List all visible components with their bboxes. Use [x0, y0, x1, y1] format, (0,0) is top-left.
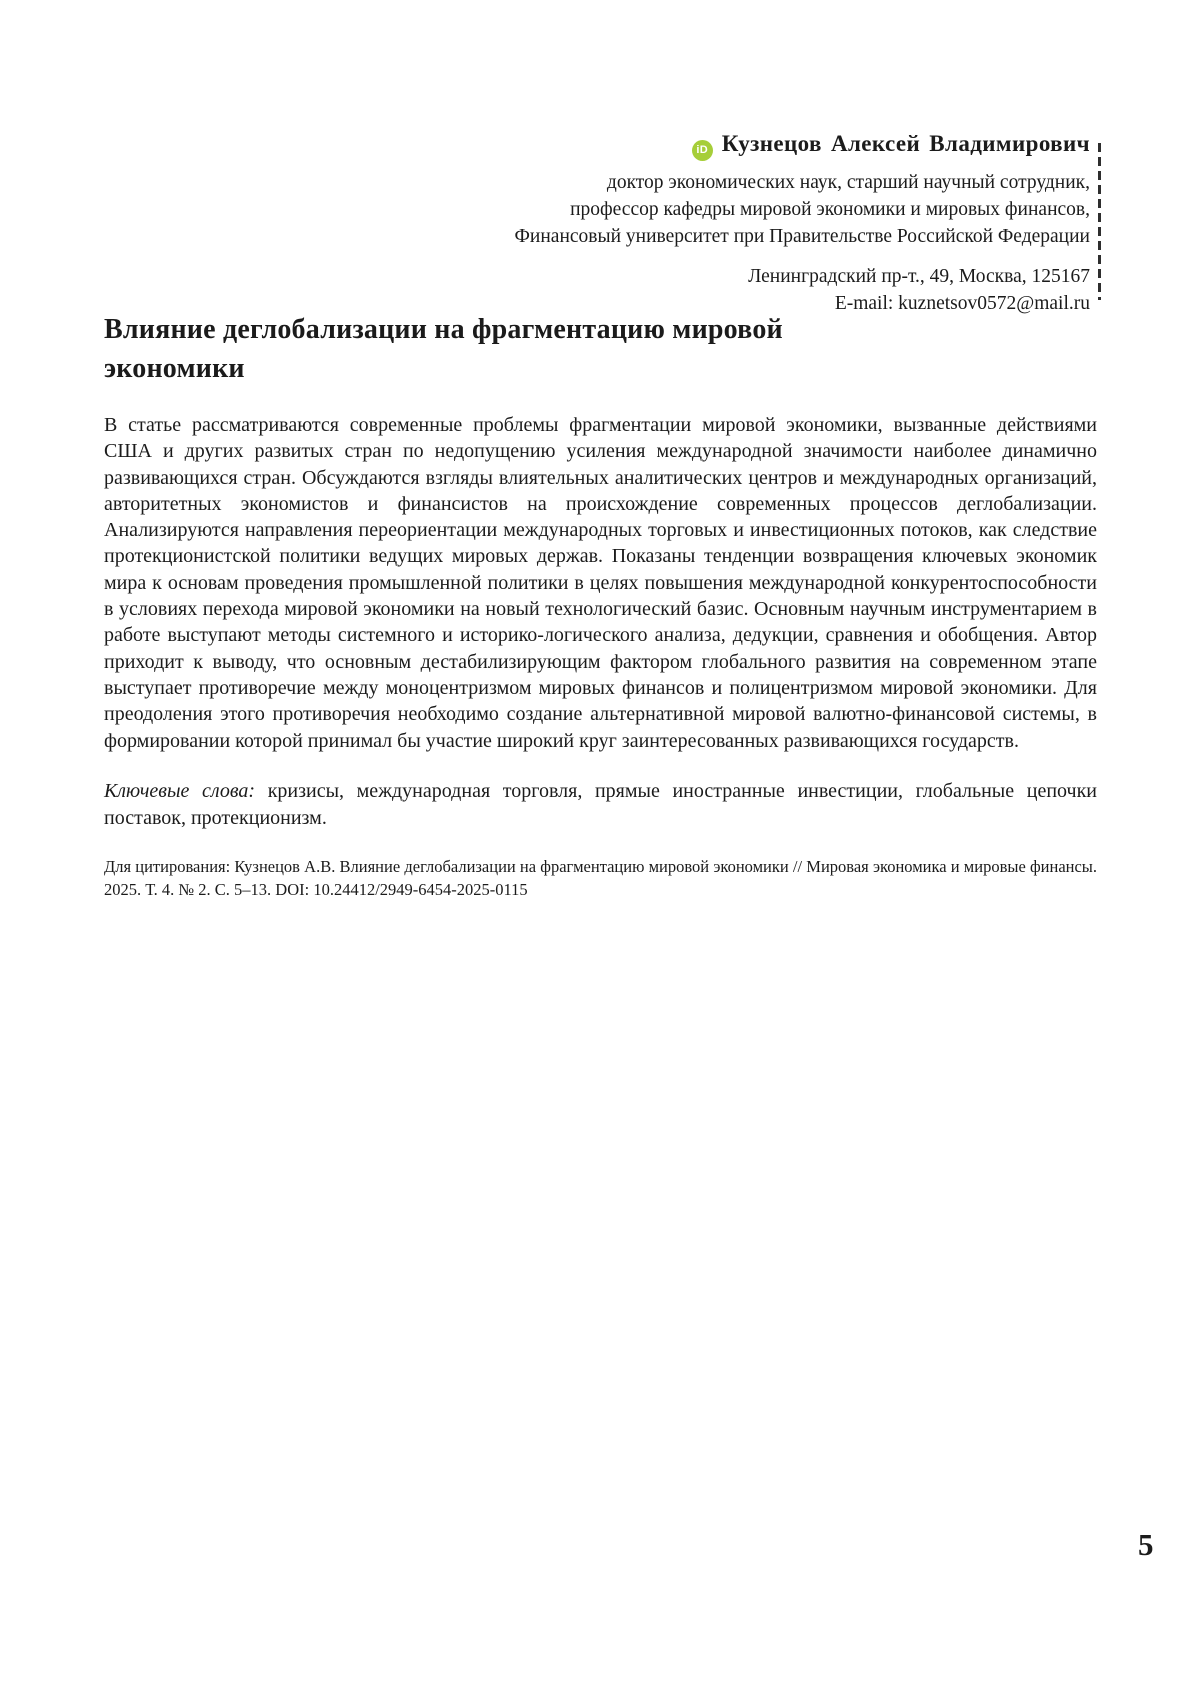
article-title-line-2: экономики	[104, 353, 245, 384]
article-title-line-1: Влияние деглобализации на фрагментацию мировой	[104, 314, 783, 345]
article-body	[104, 310, 1097, 901]
author-address: Ленинградский пр-т., 49, Москва, 125167	[748, 266, 1090, 287]
author-name-line	[515, 131, 1090, 161]
author-contact	[515, 263, 1090, 317]
author-degree-line: доктор экономических наук, старший научный сотрудник,	[606, 172, 1090, 193]
citation-paragraph	[104, 855, 1097, 901]
dashed-divider	[1098, 143, 1101, 300]
citation-text: Кузнецов А.В. Влияние деглобализации на фрагментацию мировой экономики // Мировая экономика и мировые финансы. 2025. Т. 4. № 2. С. 5–13. DOI: 10.24412/2949-6454-2025-0115	[104, 856, 1098, 899]
author-position-line: профессор кафедры мировой экономики и мировых финансов,	[570, 199, 1090, 220]
keywords-label: Ключевые слова:	[104, 779, 256, 802]
article-title	[104, 310, 1097, 388]
keywords-paragraph	[104, 778, 1097, 832]
citation-label: Для цитирования:	[104, 856, 231, 876]
author-email: E-mail: kuznetsov0572@mail.ru	[834, 293, 1090, 314]
abstract-paragraph: В статье рассматриваются современные проблемы фрагментации мировой экономики, вызванные действиями США и других развитых стран по недопущению усиления международной значимости наиболее динамично развивающихся стран. Обсуждаются взгляды влиятельных аналитических центров и международных организаций, авторитетных экономистов и финансистов на происхождение современных процессов деглобализации. Анализируются направления переориентации международных торговых и инвестиционных потоков, как следствие протекционистской политики ведущих мировых держав. Показаны тенденции возвращения ключевых экономик мира к основам проведения промышленной политики в целях повышения международной конкурентоспособности в условиях перехода мировой экономики на новый технологический базис. Основным научным инструментарием в работе выступают методы системного и историко-логического анализа, дедукции, сравнения и обобщения. Автор приходит к выводу, что основным дестабилизирующим фактором глобального развития на современном этапе выступает противоречие между моноцентризмом мировых финансов и полицентризмом мировой экономики. Для преодоления этого противоречия необходимо создание альтернативной мировой валютно-финансовой системы, в формировании которой принимал бы участие широкий круг заинтересованных развивающихся государств.	[104, 414, 1097, 752]
author-university-line: Финансовый университет при Правительстве Российской Федерации	[514, 226, 1090, 247]
author-block	[515, 131, 1090, 317]
keywords-text: кризисы, международная торговля, прямые иностранные инвестиции, глобальные цепочки поставок, протекционизм.	[104, 779, 1097, 829]
page-number: 5	[1138, 1527, 1154, 1562]
author-affiliation	[515, 169, 1090, 250]
orcid-id-icon[interactable]: iD	[692, 140, 713, 161]
author-name: Кузнецов Алексей Владимирович	[721, 131, 1090, 156]
